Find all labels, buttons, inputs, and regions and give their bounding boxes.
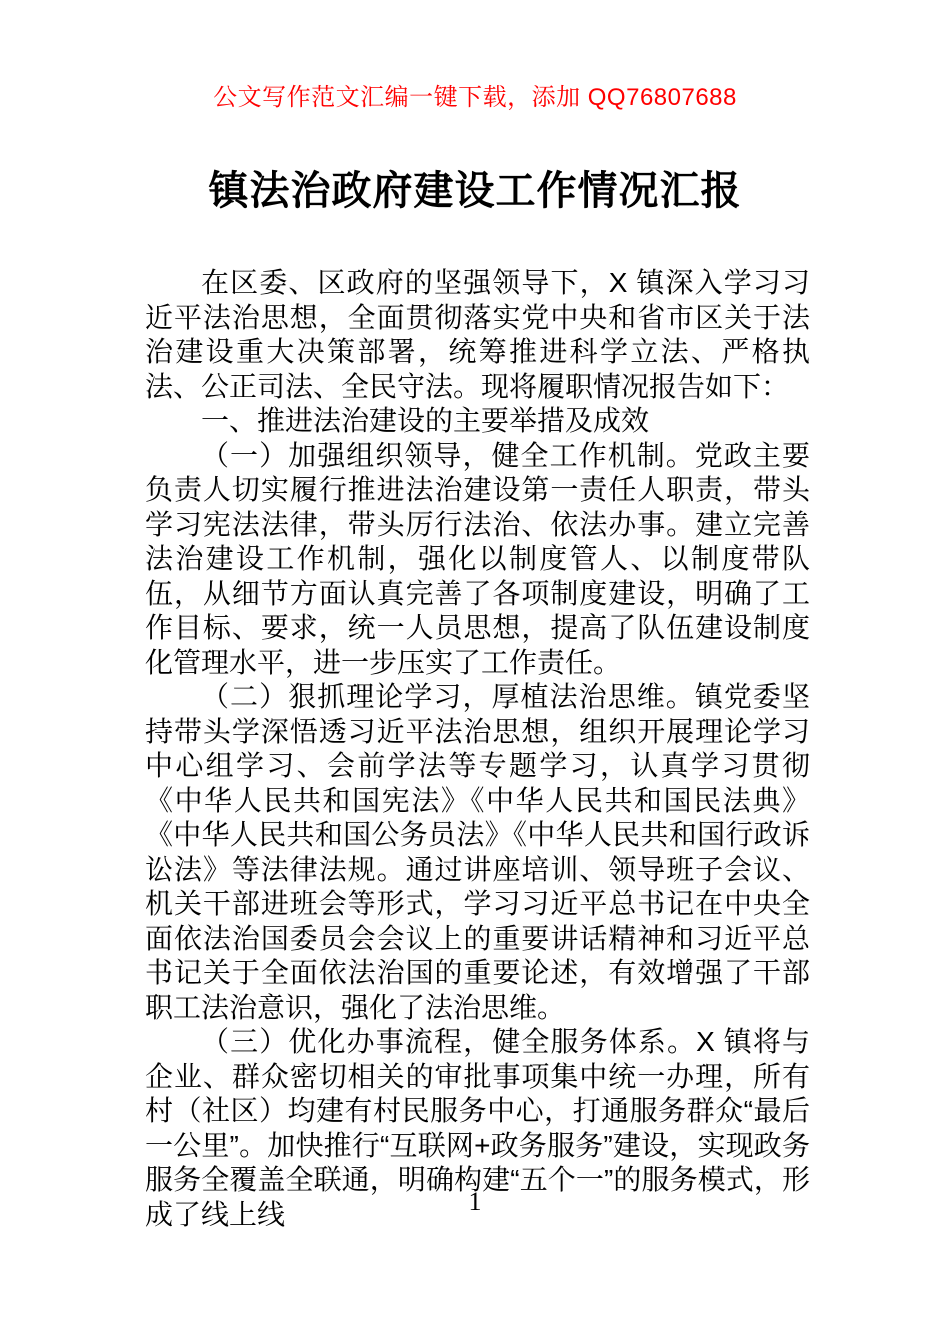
document-body xyxy=(145,266,810,1232)
body-paragraph: 在区委、区政府的坚强领导下，X 镇深入学习习近平法治思想，全面贯彻落实党中央和省市区关于法治建设重大决策部署，统筹推进科学立法、严格执法、公正司法、全民守法。现将履职情况报告如下： xyxy=(145,267,810,402)
body-paragraph: （三）优化办事流程，健全服务体系。X 镇将与企业、群众密切相关的审批事项集中统一办理，所有村（社区）均建有村民服务中心，打通服务群众“最后一公里”。加快推行“互联网+政务服务”建设，实现政务服务全覆盖全联通，明确构建“五个一”的服务模式，形成了线上线 xyxy=(145,1026,810,1230)
page-number: 1 xyxy=(468,1187,482,1216)
promo-banner-text: 公文写作范文汇编一键下载，添加 QQ76807688 xyxy=(213,84,737,111)
section-heading: 一、推进法治建设的主要举措及成效 xyxy=(201,405,650,436)
body-paragraph: （一）加强组织领导，健全工作机制。党政主要负责人切实履行推进法治建设第一责任人职责，带头学习宪法法律，带头厉行法治、依法办事。建立完善法治建设工作机制，强化以制度管人、以制度带队伍，从细节方面认真完善了各项制度建设，明确了工作目标、要求，统一人员思想，提高了队伍建设制度化管理水平，进一步压实了工作责任。 xyxy=(145,439,810,678)
body-paragraph: （二）狠抓理论学习，厚植法治思维。镇党委坚持带头学深悟透习近平法治思想，组织开展理论学习中心组学习、会前学法等专题学习，认真学习贯彻《中华人民共和国宪法》《中华人民共和国民法典》《中华人民共和国公务员法》《中华人民共和国行政诉讼法》等法律法规。通过讲座培训、领导班子会议、机关干部进班会等形式，学习习近平总书记在中央全面依法治国委员会会议上的重要讲话精神和习近平总书记关于全面依法治国的重要论述，有效增强了干部职工法治意识，强化了法治思维。 xyxy=(145,681,810,1023)
document-title: 镇法治政府建设工作情况汇报 xyxy=(208,169,742,213)
